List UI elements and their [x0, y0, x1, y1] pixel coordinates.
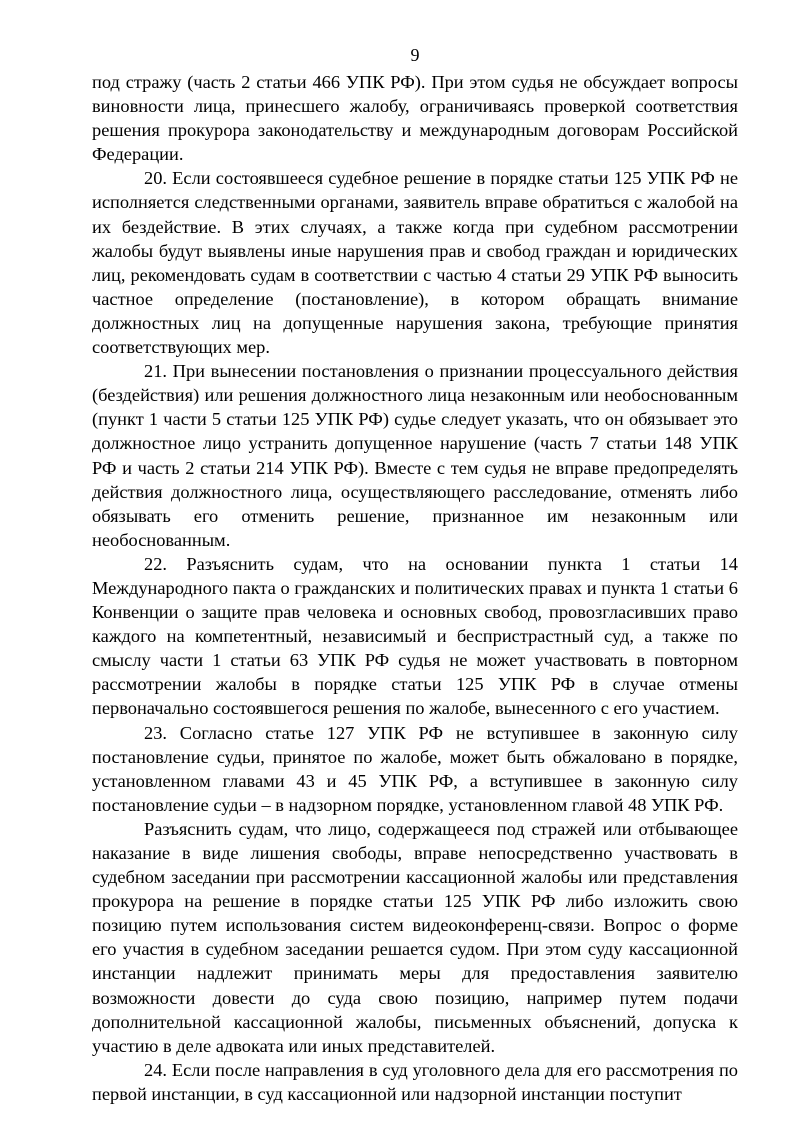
paragraph-20: 20. Если состоявшееся судебное решение в порядке статьи 125 УПК РФ не исполняется следственными органами, заявитель вправе обратиться с жалобой на их бездействие. В этих случаях, а также когда при судебном рассмотрении жалобы будут выявлены иные нарушения прав и свобод граждан и юридических лиц, рекомендовать судам в соответствии с частью 4 статьи 29 УПК РФ выносить частное определение (постановление), в котором обращать внимание должностных лиц на допущенные нарушения закона, требующие принятия соответствующих мер.: [92, 168, 738, 358]
document-page: [92, 44, 738, 1106]
paragraph-24: 24. Если после направления в суд уголовного дела для его рассмотрения по первой инстанции, в суд кассационной или надзорной инстанции поступит: [92, 1059, 738, 1104]
paragraph-21: 21. При вынесении постановления о признании процессуального действия (бездействия) или решения должностного лица незаконным или необоснованным (пункт 1 части 5 статьи 125 УПК РФ) судье следует указать, что он обязывает это должностное лицо устранить допущенное нарушение (часть 7 статьи 148 УПК РФ и часть 2 статьи 214 УПК РФ). Вместе с тем судья не вправе предопределять действия должностного лица, осуществляющего расследование, отменять либо обязывать его отменить решение, признанное им незаконным или необоснованным.: [92, 361, 738, 550]
paragraph-23: 23. Согласно статье 127 УПК РФ не вступившее в законную силу постановление судьи, принятое по жалобе, может быть обжаловано в порядке, установленном главами 43 и 45 УПК РФ, а вступившее в законную силу постановление судьи – в надзорном порядке, установленном главой 48 УПК РФ.: [92, 722, 738, 815]
page-number: 9: [410, 45, 420, 65]
paragraph-continuation: под стражу (часть 2 статьи 466 УПК РФ). При этом судья не обсуждает вопросы виновности лица, принесшего жалобу, ограничиваясь проверкой соответствия решения прокурора законодательству и международным договорам Российской Федерации.: [92, 72, 738, 165]
paragraph-22: 22. Разъяснить судам, что на основании пункта 1 статьи 14 Международного пакта о гражданских и политических правах и пункта 1 статьи 6 Конвенции о защите прав человека и основных свобод, провозгласивших право каждого на компетентный, независимый и беспристрастный суд, а также по смыслу части 1 статьи 63 УПК РФ судья не может участвовать в повторном рассмотрении жалобы в порядке статьи 125 УПК РФ в случае отмены первоначально состоявшегося решения по жалобе, вынесенного с его участием.: [92, 553, 738, 719]
paragraph-23-clarification: Разъяснить судам, что лицо, содержащееся под стражей или отбывающее наказание в виде лишения свободы, вправе непосредственно участвовать в судебном заседании при рассмотрении кассационной жалобы или представления прокурора на решение в порядке статьи 125 УПК РФ либо изложить свою позицию путем использования систем видеоконференц-связи. Вопрос о форме его участия в судебном заседании решается судом. При этом суду кассационной инстанции надлежит принимать меры для предоставления заявителю возможности довести до суда свою позицию, например путем подачи дополнительной кассационной жалобы, письменных объяснений, допуска к участию в деле адвоката или иных представителей.: [92, 818, 738, 1056]
